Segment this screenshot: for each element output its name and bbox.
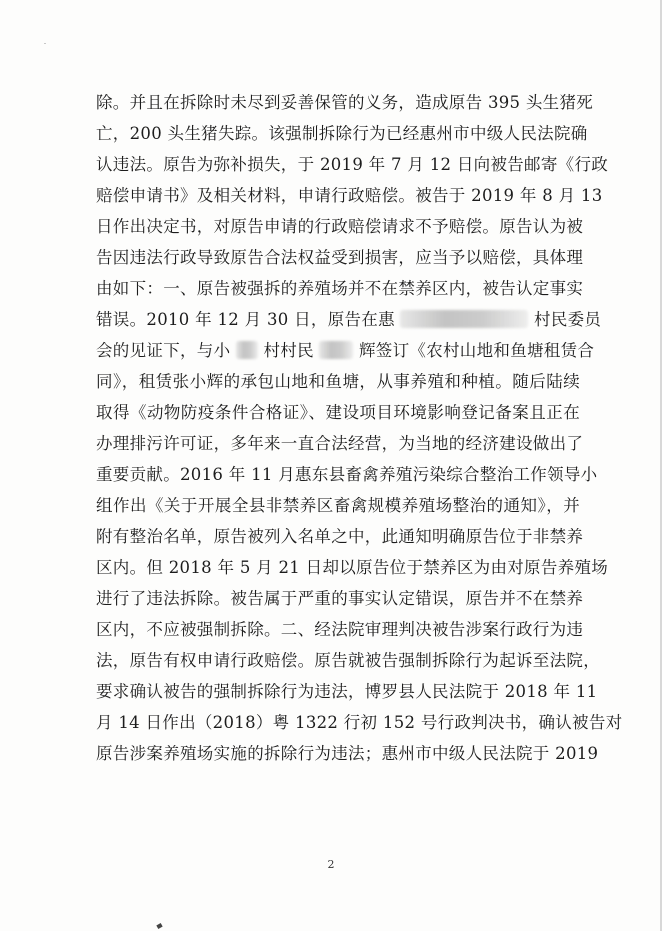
text-line-8	[96, 309, 602, 340]
text-line-8-start: 错误。2010 年 12 月 30 日，原告在惠	[96, 310, 395, 329]
page-number: 2	[327, 858, 335, 871]
text-line-20: 要求确认被告的强制拆除行为违法，博罗县人民法院于 2018 年 11	[96, 682, 598, 701]
text-line-6: 告因违法行政导致原告合法权益受到损害，应当予以赔偿，具体理	[96, 248, 584, 267]
text-line-2: 亡，200 头生猪失踪。该强制拆除行为已经惠州市中级人民法院确	[96, 124, 588, 143]
scan-speck	[44, 43, 46, 44]
text-line-15: 附有整治名单，原告被列入名单之中，此通知明确原告位于非禁养	[96, 527, 584, 546]
redaction-blur	[236, 341, 258, 359]
text-line-13: 重要贡献。2016 年 11 月惠东县畜禽养殖污染综合整治工作领导小	[96, 465, 598, 484]
text-line-4: 赔偿申请书》及相关材料，申请行政赔偿。被告于 2019 年 8 月 13	[96, 186, 603, 205]
text-line-9-start: 会的见证下，与小	[96, 341, 231, 360]
redaction-blur	[319, 341, 353, 359]
text-line-18: 区内，不应被强制拆除。二、经法院审理判决被告涉案行政行为违	[96, 620, 584, 639]
text-line-16: 区内。但 2018 年 5 月 21 日却以原告位于禁养区为由对原告养殖场	[96, 558, 609, 577]
text-line-5: 日作出决定书，对原告申请的行政赔偿请求不予赔偿。原告认为被	[96, 217, 584, 236]
text-line-9-middle: 村村民	[263, 341, 314, 360]
text-line-1: 除。并且在拆除时未尽到妥善保管的义务，造成原告 395 头生猪死	[96, 93, 594, 112]
text-line-9	[96, 340, 595, 371]
text-line-14: 组作出《关于开展全县非禁养区畜禽规模养殖场整治的通知》，并	[96, 496, 580, 515]
text-line-10: 同》，租赁张小辉的承包山地和鱼塘，从事养殖和种植。随后陆续	[96, 372, 580, 391]
text-line-12: 办理排污许可证，多年来一直合法经营，为当地的经济建设做出了	[96, 434, 584, 453]
text-line-21: 月 14 日作出（2018）粤 1322 行初 152 号行政判决书，确认被告对	[96, 713, 623, 732]
text-line-11: 取得《动物防疫条件合格证》、建设项目环境影响登记备案且正在	[96, 403, 580, 422]
body-text	[96, 92, 623, 774]
text-line-8-end: 村民委员	[534, 310, 602, 329]
text-line-19: 法，原告有权申请行政赔偿。原告就被告强制拆除行为起诉至法院，	[96, 651, 600, 670]
text-line-9-end: 辉签订《农村山地和鱼塘租赁合	[359, 341, 595, 360]
text-line-3: 认违法。原告为弥补损失，于 2019 年 7 月 12 日向被告邮寄《行政	[96, 155, 609, 174]
text-line-17: 进行了违法拆除。被告属于严重的事实认定错误，原告并不在禁养	[96, 589, 584, 608]
scan-mark	[156, 923, 162, 929]
text-line-22: 原告涉案养殖场实施的拆除行为违法；惠州市中级人民法院于 2019	[96, 744, 599, 763]
redaction-blur	[400, 310, 528, 328]
text-line-7: 由如下：一、原告被强拆的养殖场并不在禁养区内，被告认定事实	[96, 279, 584, 298]
